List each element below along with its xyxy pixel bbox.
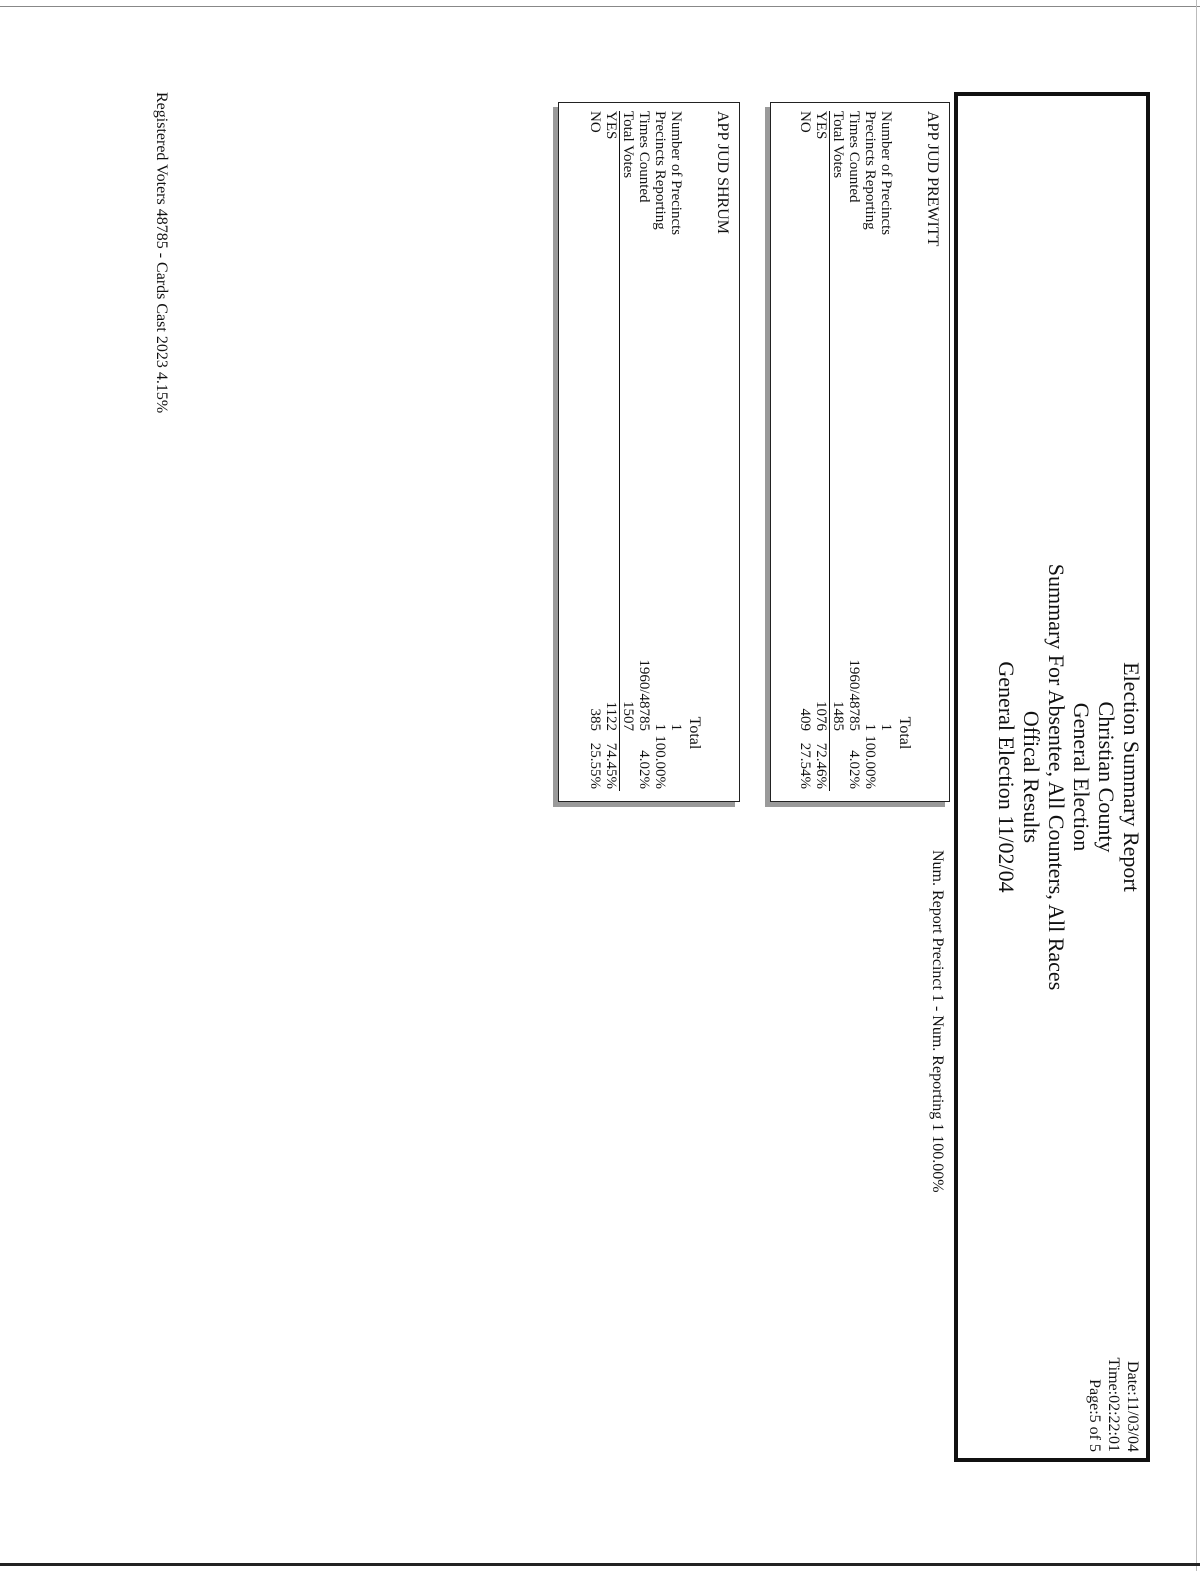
row-value: 1122 [603,701,619,731]
row-label: Times Counted [636,111,652,203]
race-rows [587,111,684,791]
summary-description: Summary For Absentee, All Counters, All Races [1044,563,1069,991]
results-status: Offical Results [1019,710,1044,844]
table-row [652,111,668,791]
race-title: APP JUD SHRUM [714,111,731,234]
table-row [813,111,829,791]
race-box-shrum [558,102,740,802]
header-meta [1085,1357,1142,1452]
table-row [619,111,636,791]
row-percent: 27.54% [797,742,813,789]
row-percent: 74.45% [603,742,619,789]
row-label: Times Counted [846,111,862,203]
race-box-prewitt [770,102,950,802]
row-value: 1485 [830,701,846,731]
table-row [636,111,652,791]
scan-edge-top [0,6,1200,7]
row-value: 385 [587,708,603,731]
header-titles [994,96,1144,1458]
page-number: Page:5 of 5 [1086,1379,1103,1452]
row-label: Number of Precincts [668,111,684,236]
row-label: Total Votes [620,111,636,179]
row-value: 1 [862,723,878,731]
row-percent: 4.02% [636,750,652,789]
row-value: 1 [652,723,668,731]
row-percent: 100.00% [862,735,878,789]
row-label: Precincts Reporting [862,111,878,230]
row-percent: 25.55% [587,742,603,789]
row-value: 1076 [813,701,829,731]
row-label: YES [813,111,829,140]
table-row [878,111,894,791]
total-column-header: Total [896,716,913,750]
scan-edge-bottom [0,1563,1200,1566]
report-header [954,92,1150,1462]
report-title: Election Summary Report [1119,662,1144,892]
table-row [797,111,813,791]
row-value: 409 [797,708,813,731]
row-label: NO [797,111,813,133]
row-value: 1 [668,723,684,731]
county-name: Christian County [1094,701,1119,853]
table-row [846,111,862,791]
row-value: 1 [878,723,894,731]
row-value: 1507 [620,701,636,731]
table-row [829,111,846,791]
report-time: Time:02:22:01 [1105,1357,1122,1452]
race-title: APP JUD PREWITT [924,111,941,247]
row-label: Precincts Reporting [652,111,668,230]
row-value: 1960/48785 [636,659,652,731]
row-label: NO [587,111,603,133]
table-row [668,111,684,791]
table-row [603,111,619,791]
row-percent: 100.00% [652,735,668,789]
row-percent: 4.02% [846,750,862,789]
report-date: Date:11/03/04 [1124,1361,1141,1452]
registered-voters-summary: Registered Voters 48785 - Cards Cast 2023 4.15% [153,92,170,414]
race-rows [797,111,894,791]
row-percent: 72.46% [813,742,829,789]
row-label: Number of Precincts [878,111,894,236]
rotated-report-page [120,50,1160,1520]
election-date: General Election 11/02/04 [994,661,1019,893]
precinct-reporting-summary: Num. Report Precinct 1 - Num. Reporting 1 100.00% [929,850,946,1193]
table-row [862,111,878,791]
scan-edge-right [1196,0,1197,1571]
row-label: YES [603,111,619,140]
election-name: General Election [1069,702,1094,852]
table-row [587,111,603,791]
row-value: 1960/48785 [846,659,862,731]
total-column-header: Total [686,716,703,750]
row-label: Total Votes [830,111,846,179]
